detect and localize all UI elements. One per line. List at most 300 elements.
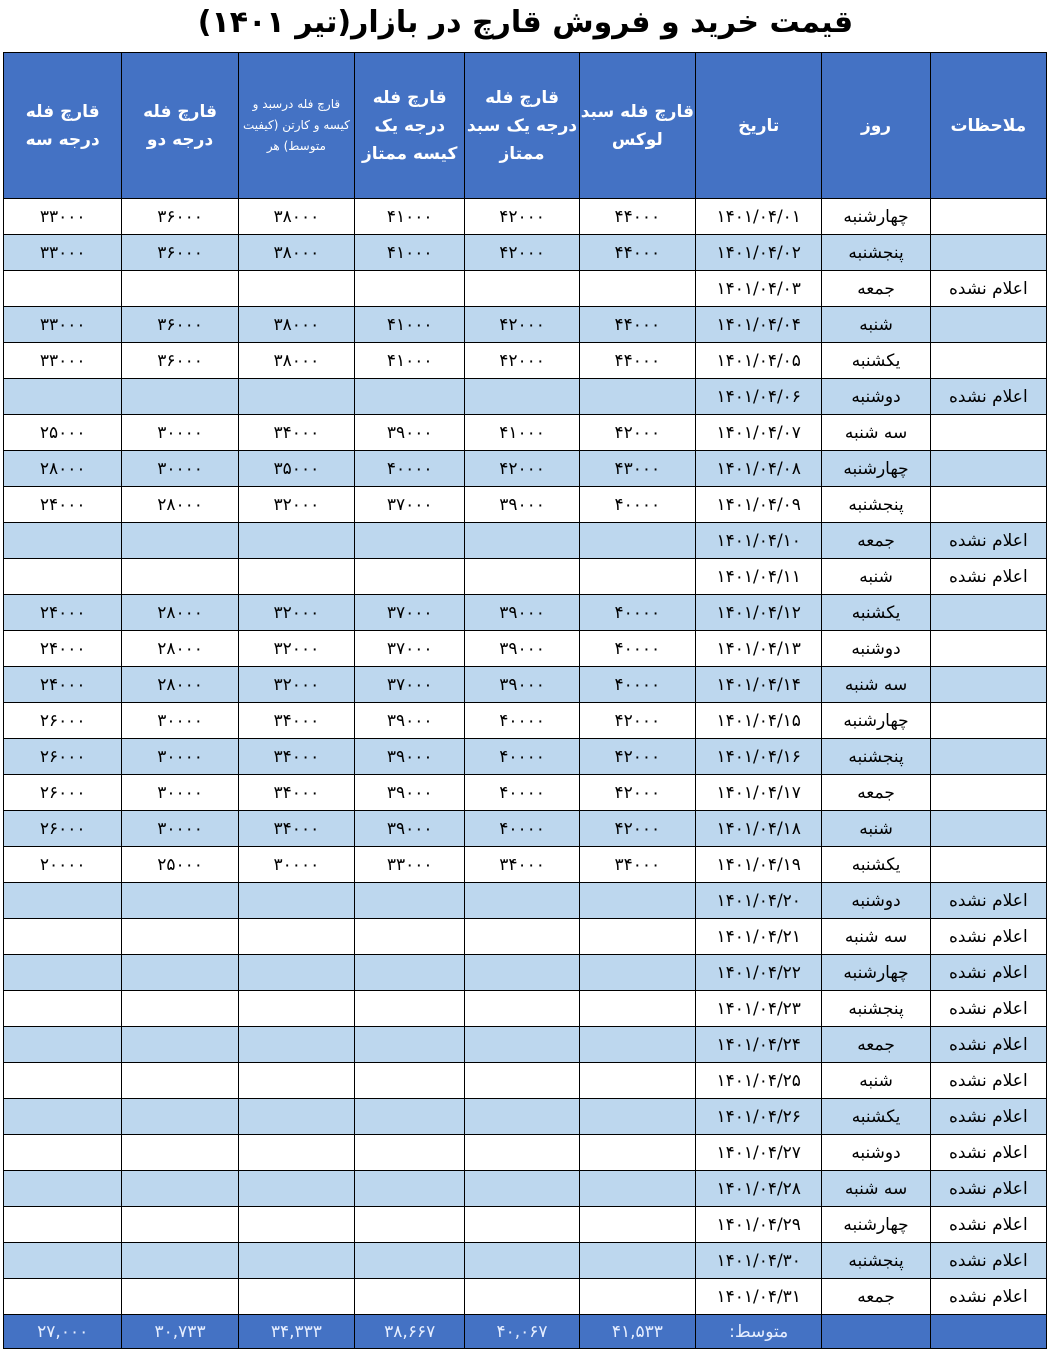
- price-grade1-basket: ۴۰۰۰۰: [465, 703, 579, 739]
- price-grade1-bag: ۳۷۰۰۰: [355, 487, 465, 523]
- price-grade1-basket: [465, 1243, 579, 1279]
- average-grade2: ۳۰,۷۳۳: [122, 1315, 238, 1349]
- price-grade3: ۲۶۰۰۰: [4, 703, 122, 739]
- price-grade3: [4, 379, 122, 415]
- price-medium-quality: [238, 1243, 354, 1279]
- price-medium-quality: [238, 883, 354, 919]
- price-grade1-bag: ۴۱۰۰۰: [355, 235, 465, 271]
- price-grade2: ۲۵۰۰۰: [122, 847, 238, 883]
- date-cell: ۱۴۰۱/۰۴/۰۱: [696, 199, 822, 235]
- date-cell: ۱۴۰۱/۰۴/۲۲: [696, 955, 822, 991]
- day-cell: شنبه: [822, 559, 930, 595]
- price-medium-quality: ۳۴۰۰۰: [238, 811, 354, 847]
- price-grade1-basket: [465, 271, 579, 307]
- average-lux-basket: ۴۱,۵۳۳: [579, 1315, 695, 1349]
- price-grade3: [4, 1243, 122, 1279]
- day-cell: سه شنبه: [822, 667, 930, 703]
- price-medium-quality: ۳۵۰۰۰: [238, 451, 354, 487]
- table-row: [4, 1135, 1047, 1171]
- date-cell: ۱۴۰۱/۰۴/۲۱: [696, 919, 822, 955]
- table-row: [4, 703, 1047, 739]
- table-row: [4, 235, 1047, 271]
- table-row: [4, 415, 1047, 451]
- note-cell: اعلام نشده: [930, 883, 1046, 919]
- price-grade2: [122, 1027, 238, 1063]
- price-grade3: [4, 1279, 122, 1315]
- price-grade3: [4, 1063, 122, 1099]
- table-row: [4, 739, 1047, 775]
- price-medium-quality: ۳۲۰۰۰: [238, 595, 354, 631]
- note-cell: اعلام نشده: [930, 1207, 1046, 1243]
- day-cell: چهارشنبه: [822, 1207, 930, 1243]
- price-medium-quality: ۳۴۰۰۰: [238, 775, 354, 811]
- table-row: [4, 343, 1047, 379]
- price-medium-quality: ۳۸۰۰۰: [238, 235, 354, 271]
- price-medium-quality: [238, 1063, 354, 1099]
- day-cell: چهارشنبه: [822, 451, 930, 487]
- price-lux-basket: ۴۲۰۰۰: [579, 415, 695, 451]
- price-lux-basket: [579, 559, 695, 595]
- price-lux-basket: ۴۰۰۰۰: [579, 667, 695, 703]
- price-medium-quality: ۳۰۰۰۰: [238, 847, 354, 883]
- price-grade2: [122, 559, 238, 595]
- header-grade1-bag: قارچ فله درجه یک کیسه ممتاز: [355, 53, 465, 199]
- date-cell: ۱۴۰۱/۰۴/۱۴: [696, 667, 822, 703]
- day-cell: چهارشنبه: [822, 703, 930, 739]
- price-grade1-basket: ۴۰۰۰۰: [465, 739, 579, 775]
- day-cell: سه شنبه: [822, 415, 930, 451]
- note-cell: اعلام نشده: [930, 523, 1046, 559]
- note-cell: [930, 343, 1046, 379]
- note-cell: [930, 451, 1046, 487]
- price-grade2: ۳۶۰۰۰: [122, 307, 238, 343]
- note-cell: اعلام نشده: [930, 955, 1046, 991]
- note-cell: [930, 631, 1046, 667]
- price-grade1-basket: ۳۴۰۰۰: [465, 847, 579, 883]
- price-lux-basket: [579, 1207, 695, 1243]
- price-medium-quality: [238, 523, 354, 559]
- price-medium-quality: [238, 1279, 354, 1315]
- table-row: [4, 919, 1047, 955]
- price-grade1-basket: [465, 955, 579, 991]
- price-lux-basket: [579, 1279, 695, 1315]
- price-grade1-basket: [465, 1027, 579, 1063]
- table-row: [4, 775, 1047, 811]
- price-grade2: [122, 919, 238, 955]
- table-row: [4, 487, 1047, 523]
- price-grade1-basket: [465, 991, 579, 1027]
- price-grade3: [4, 1099, 122, 1135]
- date-cell: ۱۴۰۱/۰۴/۲۸: [696, 1171, 822, 1207]
- price-grade1-basket: ۴۲۰۰۰: [465, 199, 579, 235]
- day-cell: سه شنبه: [822, 919, 930, 955]
- price-grade2: ۳۰۰۰۰: [122, 811, 238, 847]
- price-lux-basket: ۴۴۰۰۰: [579, 235, 695, 271]
- day-cell: جمعه: [822, 1279, 930, 1315]
- price-lux-basket: ۴۳۰۰۰: [579, 451, 695, 487]
- note-cell: [930, 487, 1046, 523]
- note-cell: اعلام نشده: [930, 271, 1046, 307]
- table-row: [4, 1063, 1047, 1099]
- price-grade1-basket: [465, 1135, 579, 1171]
- date-cell: ۱۴۰۱/۰۴/۱۳: [696, 631, 822, 667]
- price-grade2: ۳۶۰۰۰: [122, 235, 238, 271]
- price-grade1-bag: ۳۳۰۰۰: [355, 847, 465, 883]
- price-lux-basket: ۴۰۰۰۰: [579, 631, 695, 667]
- price-grade1-bag: [355, 1063, 465, 1099]
- price-lux-basket: ۴۲۰۰۰: [579, 811, 695, 847]
- table-row: [4, 883, 1047, 919]
- average-row: [4, 1315, 1047, 1349]
- price-medium-quality: [238, 991, 354, 1027]
- table-row: [4, 631, 1047, 667]
- note-cell: اعلام نشده: [930, 991, 1046, 1027]
- day-cell: جمعه: [822, 1027, 930, 1063]
- header-medium-quality: قارچ فله درسبد و کیسه و کارتن (کیفیت متوسط) هر: [238, 53, 354, 199]
- date-cell: ۱۴۰۱/۰۴/۱۵: [696, 703, 822, 739]
- price-grade3: [4, 1171, 122, 1207]
- price-table: [3, 52, 1047, 1349]
- date-cell: ۱۴۰۱/۰۴/۱۹: [696, 847, 822, 883]
- price-lux-basket: ۳۴۰۰۰: [579, 847, 695, 883]
- header-lux-basket: قارچ فله سبد لوکس: [579, 53, 695, 199]
- price-grade2: [122, 1063, 238, 1099]
- price-medium-quality: [238, 1207, 354, 1243]
- price-grade1-basket: [465, 1207, 579, 1243]
- price-grade1-bag: ۳۹۰۰۰: [355, 739, 465, 775]
- price-grade1-basket: [465, 883, 579, 919]
- price-grade1-bag: ۴۱۰۰۰: [355, 343, 465, 379]
- day-cell: یکشنبه: [822, 1099, 930, 1135]
- price-medium-quality: ۳۴۰۰۰: [238, 415, 354, 451]
- day-cell: پنجشنبه: [822, 739, 930, 775]
- price-grade1-basket: ۴۱۰۰۰: [465, 415, 579, 451]
- price-grade1-bag: [355, 991, 465, 1027]
- price-grade2: ۲۸۰۰۰: [122, 667, 238, 703]
- price-grade1-bag: ۳۷۰۰۰: [355, 631, 465, 667]
- price-medium-quality: [238, 1027, 354, 1063]
- date-cell: ۱۴۰۱/۰۴/۲۶: [696, 1099, 822, 1135]
- day-cell: جمعه: [822, 775, 930, 811]
- price-grade1-basket: [465, 1099, 579, 1135]
- date-cell: ۱۴۰۱/۰۴/۱۷: [696, 775, 822, 811]
- price-grade3: ۳۳۰۰۰: [4, 199, 122, 235]
- price-grade2: [122, 1207, 238, 1243]
- price-grade3: [4, 919, 122, 955]
- price-grade1-bag: [355, 1099, 465, 1135]
- average-grade3: ۲۷,۰۰۰: [4, 1315, 122, 1349]
- price-grade1-bag: ۳۹۰۰۰: [355, 811, 465, 847]
- price-grade1-basket: ۳۹۰۰۰: [465, 631, 579, 667]
- price-grade1-bag: ۴۱۰۰۰: [355, 307, 465, 343]
- average-medium-quality: ۳۴,۳۳۳: [238, 1315, 354, 1349]
- price-grade3: [4, 1207, 122, 1243]
- price-medium-quality: [238, 1171, 354, 1207]
- day-cell: دوشنبه: [822, 379, 930, 415]
- price-medium-quality: [238, 271, 354, 307]
- day-cell: یکشنبه: [822, 847, 930, 883]
- price-lux-basket: [579, 1171, 695, 1207]
- price-grade1-bag: ۳۹۰۰۰: [355, 775, 465, 811]
- price-grade3: ۳۳۰۰۰: [4, 343, 122, 379]
- price-lux-basket: [579, 1243, 695, 1279]
- price-grade2: ۳۶۰۰۰: [122, 199, 238, 235]
- price-grade3: ۳۳۰۰۰: [4, 235, 122, 271]
- price-medium-quality: [238, 1099, 354, 1135]
- price-grade1-bag: ۳۷۰۰۰: [355, 667, 465, 703]
- table-row: [4, 667, 1047, 703]
- price-lux-basket: [579, 991, 695, 1027]
- average-day-cell: [822, 1315, 930, 1349]
- price-grade2: ۳۰۰۰۰: [122, 739, 238, 775]
- day-cell: یکشنبه: [822, 595, 930, 631]
- header-row: [4, 53, 1047, 199]
- note-cell: اعلام نشده: [930, 1171, 1046, 1207]
- table-row: [4, 595, 1047, 631]
- price-grade3: ۲۸۰۰۰: [4, 451, 122, 487]
- price-grade1-basket: [465, 1063, 579, 1099]
- price-grade3: [4, 883, 122, 919]
- price-grade1-basket: [465, 559, 579, 595]
- date-cell: ۱۴۰۱/۰۴/۲۷: [696, 1135, 822, 1171]
- header-grade2: قارچ فله درجه دو: [122, 53, 238, 199]
- date-cell: ۱۴۰۱/۰۴/۰۴: [696, 307, 822, 343]
- price-lux-basket: [579, 271, 695, 307]
- day-cell: پنجشنبه: [822, 1243, 930, 1279]
- day-cell: شنبه: [822, 1063, 930, 1099]
- price-medium-quality: [238, 919, 354, 955]
- note-cell: [930, 235, 1046, 271]
- note-cell: اعلام نشده: [930, 1135, 1046, 1171]
- price-grade3: [4, 991, 122, 1027]
- table-row: [4, 271, 1047, 307]
- price-grade1-bag: ۴۱۰۰۰: [355, 199, 465, 235]
- average-label: متوسط:: [696, 1315, 822, 1349]
- price-grade2: [122, 991, 238, 1027]
- price-medium-quality: ۳۴۰۰۰: [238, 703, 354, 739]
- price-lux-basket: ۴۲۰۰۰: [579, 775, 695, 811]
- day-cell: جمعه: [822, 523, 930, 559]
- price-lux-basket: [579, 379, 695, 415]
- price-grade1-basket: [465, 919, 579, 955]
- price-grade2: [122, 271, 238, 307]
- note-cell: [930, 307, 1046, 343]
- price-grade1-basket: ۴۲۰۰۰: [465, 343, 579, 379]
- table-row: [4, 1171, 1047, 1207]
- note-cell: اعلام نشده: [930, 1027, 1046, 1063]
- price-grade1-bag: [355, 1171, 465, 1207]
- table-row: [4, 991, 1047, 1027]
- header-day: روز: [822, 53, 930, 199]
- day-cell: جمعه: [822, 271, 930, 307]
- note-cell: [930, 847, 1046, 883]
- price-grade1-bag: [355, 379, 465, 415]
- date-cell: ۱۴۰۱/۰۴/۲۳: [696, 991, 822, 1027]
- day-cell: چهارشنبه: [822, 955, 930, 991]
- price-lux-basket: ۴۰۰۰۰: [579, 595, 695, 631]
- price-lux-basket: ۴۲۰۰۰: [579, 739, 695, 775]
- price-lux-basket: ۴۴۰۰۰: [579, 343, 695, 379]
- price-lux-basket: [579, 1135, 695, 1171]
- table-row: [4, 955, 1047, 991]
- price-grade2: ۲۸۰۰۰: [122, 487, 238, 523]
- table-row: [4, 199, 1047, 235]
- price-lux-basket: [579, 523, 695, 559]
- price-grade1-bag: [355, 1243, 465, 1279]
- price-grade3: ۳۳۰۰۰: [4, 307, 122, 343]
- day-cell: چهارشنبه: [822, 199, 930, 235]
- average-grade1-bag: ۳۸,۶۶۷: [355, 1315, 465, 1349]
- price-grade1-bag: [355, 559, 465, 595]
- price-grade2: [122, 1279, 238, 1315]
- table-row: [4, 451, 1047, 487]
- header-date: تاریخ: [696, 53, 822, 199]
- price-lux-basket: ۴۲۰۰۰: [579, 703, 695, 739]
- note-cell: اعلام نشده: [930, 1063, 1046, 1099]
- price-medium-quality: ۳۴۰۰۰: [238, 739, 354, 775]
- price-grade1-basket: ۴۲۰۰۰: [465, 451, 579, 487]
- price-grade1-basket: ۳۹۰۰۰: [465, 595, 579, 631]
- price-medium-quality: ۳۸۰۰۰: [238, 343, 354, 379]
- day-cell: پنجشنبه: [822, 235, 930, 271]
- day-cell: پنجشنبه: [822, 487, 930, 523]
- price-grade1-basket: [465, 1171, 579, 1207]
- price-grade1-bag: [355, 919, 465, 955]
- price-grade2: [122, 523, 238, 559]
- price-grade3: ۲۰۰۰۰: [4, 847, 122, 883]
- note-cell: [930, 703, 1046, 739]
- price-grade3: ۲۴۰۰۰: [4, 595, 122, 631]
- table-row: [4, 1207, 1047, 1243]
- date-cell: ۱۴۰۱/۰۴/۱۶: [696, 739, 822, 775]
- date-cell: ۱۴۰۱/۰۴/۰۷: [696, 415, 822, 451]
- date-cell: ۱۴۰۱/۰۴/۰۹: [696, 487, 822, 523]
- table-row: [4, 523, 1047, 559]
- price-grade1-bag: ۳۹۰۰۰: [355, 703, 465, 739]
- date-cell: ۱۴۰۱/۰۴/۰۶: [696, 379, 822, 415]
- table-row: [4, 559, 1047, 595]
- price-lux-basket: [579, 955, 695, 991]
- price-lux-basket: [579, 919, 695, 955]
- price-grade2: ۳۰۰۰۰: [122, 451, 238, 487]
- price-lux-basket: ۴۴۰۰۰: [579, 199, 695, 235]
- price-grade1-bag: [355, 1207, 465, 1243]
- note-cell: اعلام نشده: [930, 1099, 1046, 1135]
- price-grade1-basket: ۳۹۰۰۰: [465, 667, 579, 703]
- header-grade1-basket: قارچ فله درجه یک سبد ممتاز: [465, 53, 579, 199]
- date-cell: ۱۴۰۱/۰۴/۰۳: [696, 271, 822, 307]
- price-lux-basket: ۴۴۰۰۰: [579, 307, 695, 343]
- header-grade3: قارچ فله درجه سه: [4, 53, 122, 199]
- table-row: [4, 1027, 1047, 1063]
- day-cell: دوشنبه: [822, 1135, 930, 1171]
- note-cell: اعلام نشده: [930, 559, 1046, 595]
- price-grade3: ۲۶۰۰۰: [4, 811, 122, 847]
- price-grade2: [122, 1135, 238, 1171]
- date-cell: ۱۴۰۱/۰۴/۲۹: [696, 1207, 822, 1243]
- date-cell: ۱۴۰۱/۰۴/۳۱: [696, 1279, 822, 1315]
- date-cell: ۱۴۰۱/۰۴/۲۴: [696, 1027, 822, 1063]
- price-grade1-basket: ۴۲۰۰۰: [465, 307, 579, 343]
- price-grade2: [122, 955, 238, 991]
- price-medium-quality: [238, 559, 354, 595]
- day-cell: دوشنبه: [822, 883, 930, 919]
- price-grade1-basket: [465, 1279, 579, 1315]
- price-grade1-bag: [355, 523, 465, 559]
- table-row: [4, 811, 1047, 847]
- note-cell: [930, 739, 1046, 775]
- price-grade3: [4, 559, 122, 595]
- price-grade1-bag: [355, 955, 465, 991]
- day-cell: یکشنبه: [822, 343, 930, 379]
- price-grade1-basket: [465, 379, 579, 415]
- price-lux-basket: [579, 883, 695, 919]
- note-cell: اعلام نشده: [930, 379, 1046, 415]
- price-grade1-basket: ۴۰۰۰۰: [465, 811, 579, 847]
- price-grade1-bag: [355, 1027, 465, 1063]
- price-grade1-basket: ۴۲۰۰۰: [465, 235, 579, 271]
- price-medium-quality: ۳۸۰۰۰: [238, 307, 354, 343]
- note-cell: اعلام نشده: [930, 1243, 1046, 1279]
- table-row: [4, 379, 1047, 415]
- note-cell: [930, 667, 1046, 703]
- page-title: قیمت خرید و فروش قارچ در بازار(تیر ۱۴۰۱): [197, 5, 854, 40]
- price-grade1-basket: [465, 523, 579, 559]
- price-grade3: [4, 955, 122, 991]
- header-note: ملاحظات: [930, 53, 1046, 199]
- date-cell: ۱۴۰۱/۰۴/۱۰: [696, 523, 822, 559]
- price-grade2: [122, 1171, 238, 1207]
- table-row: [4, 847, 1047, 883]
- price-medium-quality: [238, 379, 354, 415]
- price-grade2: ۳۶۰۰۰: [122, 343, 238, 379]
- date-cell: ۱۴۰۱/۰۴/۱۱: [696, 559, 822, 595]
- note-cell: اعلام نشده: [930, 919, 1046, 955]
- price-grade3: [4, 1135, 122, 1171]
- price-grade3: ۲۴۰۰۰: [4, 667, 122, 703]
- day-cell: شنبه: [822, 811, 930, 847]
- table-row: [4, 307, 1047, 343]
- price-grade1-basket: ۳۹۰۰۰: [465, 487, 579, 523]
- price-grade3: ۲۶۰۰۰: [4, 775, 122, 811]
- date-cell: ۱۴۰۱/۰۴/۰۲: [696, 235, 822, 271]
- price-grade3: [4, 271, 122, 307]
- price-lux-basket: [579, 1063, 695, 1099]
- price-grade2: [122, 883, 238, 919]
- day-cell: شنبه: [822, 307, 930, 343]
- price-medium-quality: [238, 955, 354, 991]
- price-grade3: ۲۴۰۰۰: [4, 631, 122, 667]
- price-grade1-bag: ۳۹۰۰۰: [355, 415, 465, 451]
- note-cell: [930, 811, 1046, 847]
- day-cell: پنجشنبه: [822, 991, 930, 1027]
- date-cell: ۱۴۰۱/۰۴/۰۵: [696, 343, 822, 379]
- price-grade2: ۲۸۰۰۰: [122, 631, 238, 667]
- price-grade1-basket: ۴۰۰۰۰: [465, 775, 579, 811]
- table-body: [4, 199, 1047, 1349]
- table-row: [4, 1243, 1047, 1279]
- average-note-cell: [930, 1315, 1046, 1349]
- note-cell: [930, 775, 1046, 811]
- note-cell: [930, 199, 1046, 235]
- price-grade1-bag: ۳۷۰۰۰: [355, 595, 465, 631]
- price-lux-basket: [579, 1027, 695, 1063]
- price-grade2: [122, 1099, 238, 1135]
- price-grade1-bag: [355, 1279, 465, 1315]
- price-grade1-bag: [355, 1135, 465, 1171]
- price-grade1-bag: [355, 271, 465, 307]
- price-grade2: [122, 1243, 238, 1279]
